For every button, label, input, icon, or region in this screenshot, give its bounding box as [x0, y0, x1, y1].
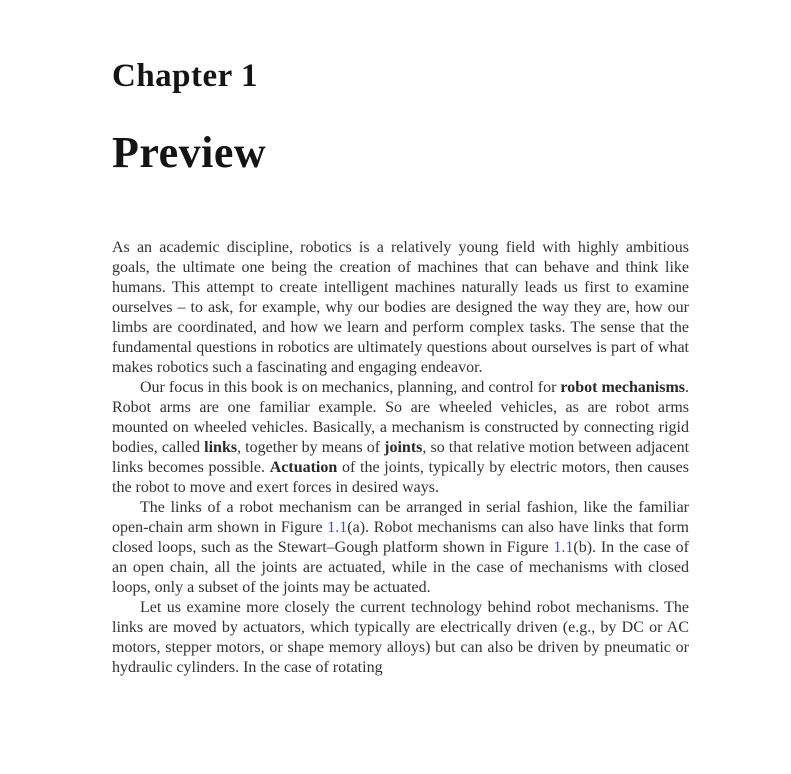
- text-run: , so that relative motion between adjacent links becomes possible.: [112, 439, 690, 477]
- figure-reference-link[interactable]: 1.1: [553, 539, 574, 557]
- bold-term: robot mechanisms: [560, 379, 686, 397]
- bold-term: links: [204, 439, 238, 457]
- text-run: of the joints, typically by electric motors, then causes the robot to move and exert forces in desired ways.: [112, 459, 689, 497]
- body-text: [112, 175, 689, 678]
- paragraph: [112, 378, 689, 498]
- bold-term: joints: [384, 439, 423, 457]
- figure-reference-link[interactable]: 1.1: [327, 519, 348, 537]
- text-run: The links of a robot mechanism can be arranged in serial fashion, like the familiar open-chain arm shown in Figure: [112, 499, 689, 537]
- text-run: (b). In the case of an open chain, all the joints are actuated, while in the case of mechanisms with closed loops, only a subset of the joints may be actuated.: [112, 539, 690, 597]
- text-run: (a). Robot mechanisms can also have links that form closed loops, such as the Stewart–Gough platform shown in Figure: [112, 519, 690, 557]
- chapter-label: Chapter 1: [112, 58, 258, 94]
- text-run: , together by means of: [237, 439, 385, 457]
- paragraph: [112, 238, 689, 378]
- text-run: . Robot arms are one familiar example. So are wheeled vehicles, as are robot arms mounted on wheeled vehicles. Basically, a mechanism is constructed by connecting rigid bodies, called: [112, 379, 690, 457]
- text-run: Our focus in this book is on mechanics, planning, and control for: [140, 379, 561, 397]
- chapter-title: Preview: [112, 128, 267, 178]
- text-run: As an academic discipline, robotics is a relatively young field with highly ambitious goals, the ultimate one being the creation of machines that can behave and think like humans. This attempt to create intelligent machines naturally leads us first to examine ourselves – to ask, for example, why our bodies are designed the way they are, how our limbs are coordinated, and how we learn and perform complex tasks. The sense that the fundamental questions in robotics are ultimately questions about ourselves is part of what makes robotics such a fascinating and engaging endeavor.: [112, 239, 689, 377]
- bold-term: Actuation: [269, 459, 338, 477]
- text-column: [112, 0, 689, 678]
- paragraph: [112, 598, 689, 678]
- paragraph: [112, 498, 689, 598]
- text-run: Let us examine more closely the current technology behind robot mechanisms. The links are moved by actuators, which typically are electrically driven (e.g., by DC or AC motors, stepper motors, or shape memory alloys) but can also be driven by pneumatic or hydraulic cylinders. In the case of rotating: [112, 599, 689, 677]
